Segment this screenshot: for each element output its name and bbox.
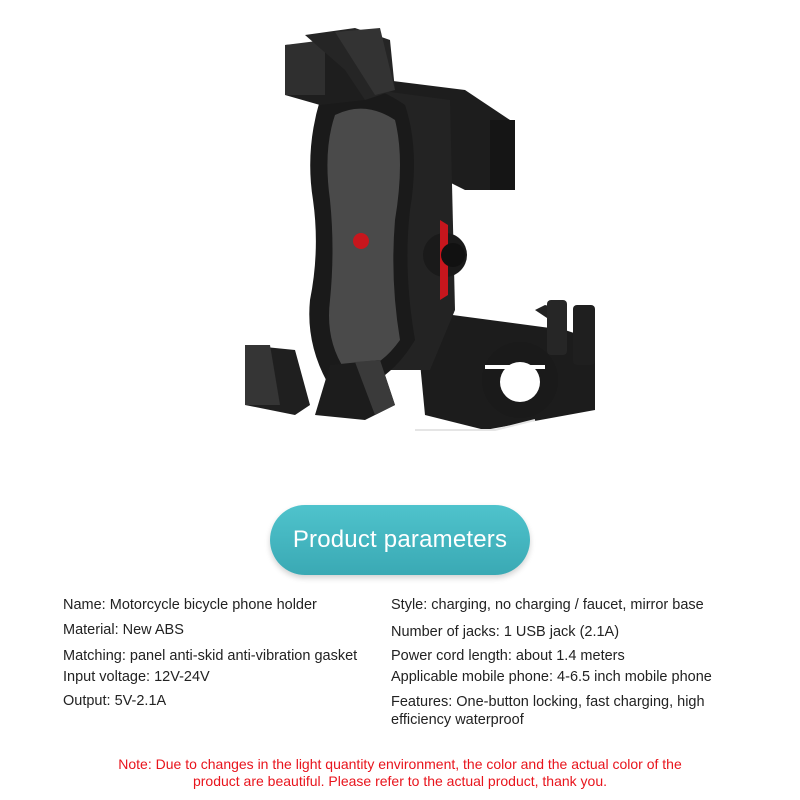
param-features-cont: efficiency waterproof [391, 712, 524, 728]
param-material: Material: New ABS [63, 622, 184, 638]
product-parameters-banner [270, 505, 530, 575]
param-matching: Matching: panel anti-skid anti-vibration gasket [63, 648, 358, 664]
param-jacks: Number of jacks: 1 USB jack (2.1A) [391, 624, 620, 640]
note-line-2: product are beautiful. Please refer to the actual product, thank you. [192, 773, 608, 789]
banner-title: Product parameters [292, 526, 508, 553]
param-style: Style: charging, no charging / faucet, mirror base [391, 597, 704, 613]
color-disclaimer-note [0, 756, 800, 790]
param-applicable-phone: Applicable mobile phone: 4-6.5 inch mobile phone [391, 669, 712, 685]
param-name: Name: Motorcycle bicycle phone holder [63, 597, 317, 613]
param-features: Features: One-button locking, fast charging, high [391, 694, 705, 710]
param-output: Output: 5V-2.1A [63, 693, 167, 709]
note-line-1: Note: Due to changes in the light quantity environment, the color and the actual color of the [118, 756, 682, 772]
param-cord-length: Power cord length: about 1.4 meters [391, 648, 625, 664]
param-input-voltage: Input voltage: 12V-24V [63, 669, 210, 685]
product-image [235, 10, 635, 450]
